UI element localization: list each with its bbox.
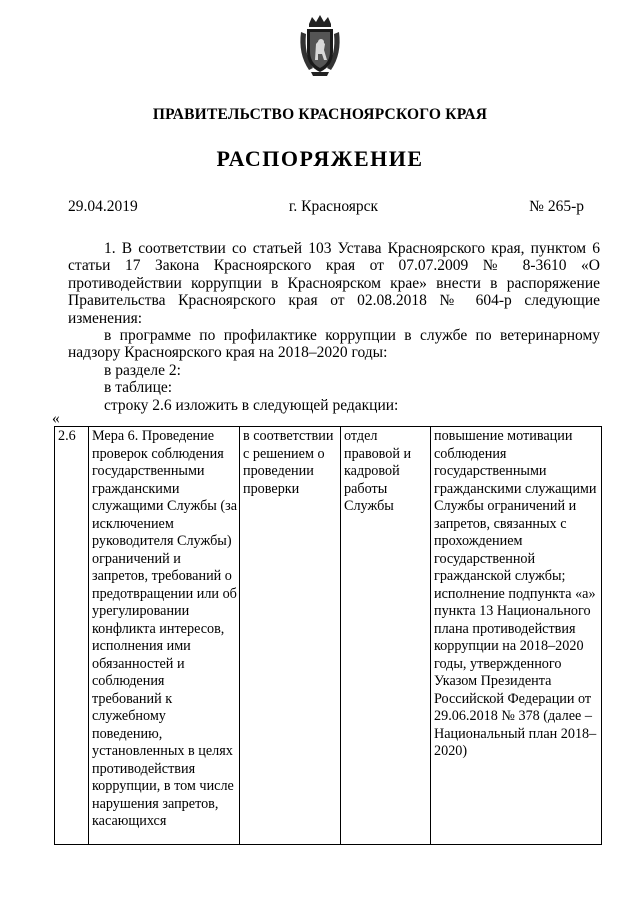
document-date: 29.04.2019 — [68, 198, 138, 215]
opening-quote-mark: « — [52, 410, 60, 427]
row-number-cell: 2.6 — [55, 427, 89, 845]
document-type-title: РАСПОРЯЖЕНИЕ — [216, 146, 424, 171]
responsible-cell: отдел правовой и кадровой работы Службы — [341, 427, 431, 845]
deadline-cell: в соответствии с решением о проведении проверки — [240, 427, 341, 845]
list-item: в таблице: — [104, 379, 173, 397]
measures-table — [54, 426, 602, 845]
krasnoyarsk-coat-of-arms-icon — [297, 14, 343, 78]
measure-cell: Мера 6. Проведение проверок соблюдения государственными гражданскими служащими Службы (за исключением руководителя Службы) ограничений и запретов, требований о предотвращении или об урегулировании конфликта интересов, исполнения ими обязанностей и соблюдения требований к служебному поведению, установленных в целях противодействия коррупции, в том числе нарушения запретов, касающихся — [89, 427, 240, 845]
document-city: г. Красноярск — [288, 198, 379, 215]
table-row — [55, 427, 602, 845]
document-meta-row — [68, 198, 584, 216]
list-item: в разделе 2: — [104, 361, 181, 379]
paragraph-1: 1. В соответствии со статьей 103 Устава Красноярского края, пунктом 6 статьи 17 Закона Красноярского края от 07.07.2009 № 8-3610 «О противодействии коррупции в Красноярском крае» внести в распоряжение Правительства Красноярского края от 02.08.2018 № 604-р следующие изменения: — [68, 240, 600, 327]
document-body — [68, 240, 600, 414]
document-number: № 265-р — [529, 198, 584, 215]
government-title: ПРАВИТЕЛЬСТВО КРАСНОЯРСКОГО КРАЯ — [152, 106, 488, 123]
list-item: строку 2.6 изложить в следующей редакции: — [104, 396, 399, 414]
result-cell: повышение мотивации соблюдения государственными гражданскими служащими Службы ограничений и запретов, связанных с прохождением государственной гражданской службы; исполнение подпункта «а» пункта 13 Национального плана противодействия коррупции на 2018–2020 годы, утвержденного Указом Президента Российской Федерации от 29.06.2018 № 378 (далее – Национальный план 2018–2020) — [431, 427, 602, 845]
paragraph-2: в программе по профилактике коррупции в службе по ветеринарному надзору Красноярского края на 2018–2020 годы: — [68, 327, 600, 362]
